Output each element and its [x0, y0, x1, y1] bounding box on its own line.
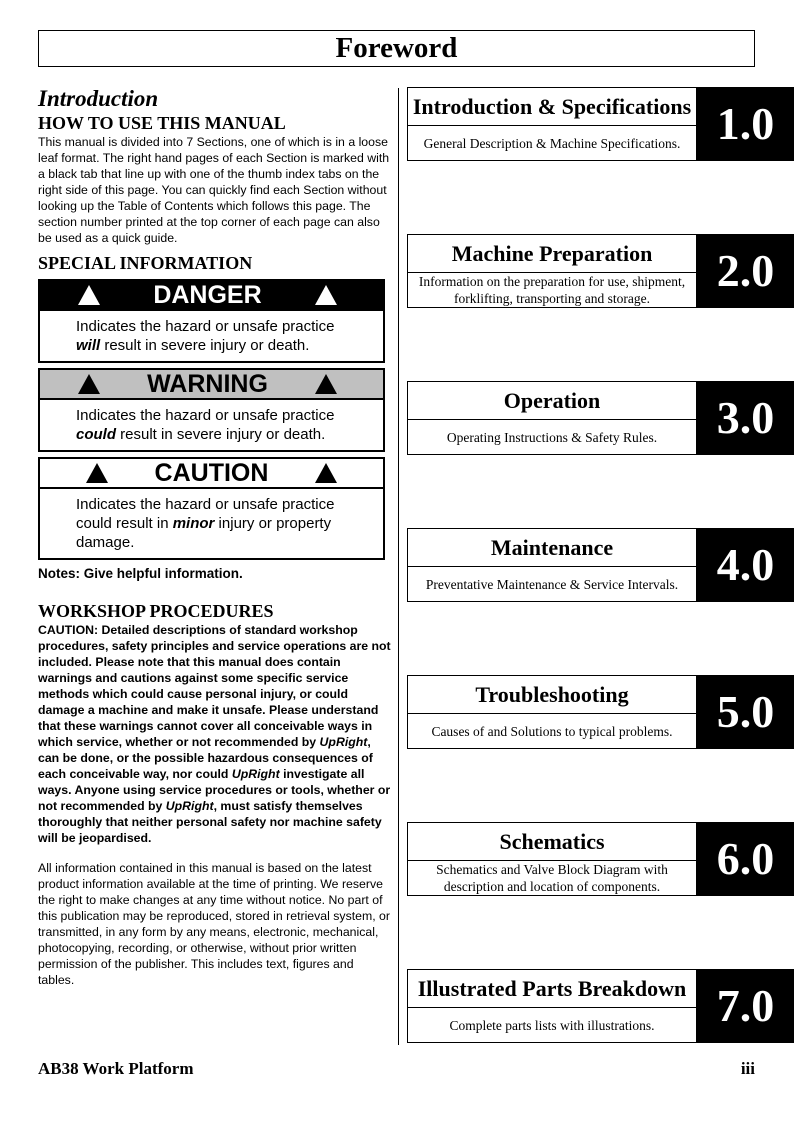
danger-text: Indicates the hazard or unsafe practice [76, 318, 335, 335]
workshop-heading: WORKSHOP PROCEDURES [38, 601, 274, 621]
caution-box [38, 457, 385, 560]
section-index-2[interactable] [407, 234, 794, 308]
intro-heading: Introduction [38, 86, 159, 111]
danger-text-end: result in severe injury or death. [100, 337, 310, 354]
section-card[interactable] [407, 234, 697, 308]
section-index-5[interactable] [407, 675, 794, 749]
section-card[interactable] [407, 528, 697, 602]
notes-text: Notes: Give helpful information. [38, 566, 243, 581]
danger-emphasis: will [76, 337, 101, 354]
section-index-4[interactable] [407, 528, 794, 602]
section-thumb-tab[interactable]: 1.0 [697, 87, 794, 161]
section-description: Preventative Maintenance & Service Intervals. [425, 576, 679, 592]
danger-box [38, 279, 385, 363]
warning-text-end: result in severe injury or death. [116, 426, 326, 443]
warning-triangle-icon [315, 463, 337, 483]
left-column [38, 86, 393, 988]
disclaimer-text: All information contained in this manual is based on the latest product information available at the time of printing. We reserve the right to make changes at any time without notice. No part of this publication may be reproduced, stored in retrieval system, or transmitted, in any form by any means, electronic, mechanical, photocopying, recording, or otherwise, without prior written permission of the publisher. This includes text, figures and tables. [38, 861, 390, 987]
section-title: Machine Preparation [408, 235, 696, 273]
warning-triangle-icon [315, 374, 337, 394]
warning-triangle-icon [86, 463, 108, 483]
section-title: Operation [408, 382, 696, 420]
section-title: Troubleshooting [408, 676, 696, 714]
column-divider [398, 88, 399, 1045]
section-thumb-tab[interactable]: 2.0 [697, 234, 794, 308]
intro-text: This manual is divided into 7 Sections, one of which is in a loose leaf format. The right hand pages of each Section is marked with a black tab that line up with one of the thumb index tabs on the right side of this page. You can quickly find each Section without looking up the Table of Contents which follows this page. The section number printed at the top corner of each page can also be used as a quick guide. [38, 135, 390, 245]
section-thumb-tab[interactable]: 6.0 [697, 822, 794, 896]
section-index-1[interactable] [407, 87, 794, 161]
section-card[interactable] [407, 675, 697, 749]
special-info-heading: SPECIAL INFORMATION [38, 253, 253, 273]
section-card[interactable] [407, 822, 697, 896]
warning-text: Indicates the hazard or unsafe practice [76, 407, 335, 424]
warning-triangle-icon [78, 374, 100, 394]
danger-label: DANGER [153, 281, 262, 309]
footer-product-name: AB38 Work Platform [38, 1059, 194, 1078]
section-title: Schematics [408, 823, 696, 861]
section-thumb-tab[interactable]: 4.0 [697, 528, 794, 602]
section-card[interactable] [407, 87, 697, 161]
warning-triangle-icon [315, 285, 337, 305]
section-description: Complete parts lists with illustrations. [449, 1017, 655, 1033]
caution-emphasis: minor [172, 515, 215, 532]
warning-triangle-icon [78, 285, 100, 305]
section-description: Operating Instructions & Safety Rules. [446, 429, 658, 445]
page-title: Foreword [38, 30, 755, 67]
section-description: General Description & Machine Specifications. [423, 135, 681, 151]
section-description: Information on the preparation for use, shipment, forklifting, transporting and storage. [418, 274, 686, 306]
section-index-3[interactable] [407, 381, 794, 455]
section-thumb-tab[interactable]: 5.0 [697, 675, 794, 749]
section-thumb-tab[interactable]: 7.0 [697, 969, 794, 1043]
section-thumb-tab[interactable]: 3.0 [697, 381, 794, 455]
section-index-6[interactable] [407, 822, 794, 896]
warning-box [38, 368, 385, 452]
page-number: iii [740, 1059, 755, 1078]
how-to-use-heading: HOW TO USE THIS MANUAL [38, 113, 286, 133]
section-description: Schematics and Valve Block Diagram with description and location of components. [436, 862, 668, 894]
workshop-caution-text: CAUTION: Detailed descriptions of standard workshop procedures, safety principles and service operations are not included. Please note that this manual does contain warnings and cautions against some specific service methods which could cause personal injury, or could damage a machine and make it unsafe. Please understand that these warnings cannot cover all conceivable ways in which service, whether or not recommended by UpRight, can be done, or the possible hazardous consequences of each conceivable way, nor could UpRight investigate all ways. Anyone using service procedures or tools, whether or not recommended by UpRight, must satisfy themselves thoroughly that neither personal safety nor machine safety will be jeopardised. [38, 623, 391, 845]
warning-emphasis: could [76, 426, 116, 443]
caution-text: Indicates the hazard or unsafe practice could result in [76, 496, 335, 532]
section-title: Introduction & Specifications [408, 88, 696, 126]
section-description: Causes of and Solutions to typical problems. [431, 723, 673, 739]
section-index-7[interactable] [407, 969, 794, 1043]
warning-label: WARNING [147, 370, 268, 398]
caution-label: CAUTION [154, 459, 269, 487]
caution-text-end: injury or property damage. [76, 515, 332, 551]
section-card[interactable] [407, 969, 697, 1043]
section-title: Illustrated Parts Breakdown [408, 970, 696, 1008]
section-title: Maintenance [408, 529, 696, 567]
section-card[interactable] [407, 381, 697, 455]
